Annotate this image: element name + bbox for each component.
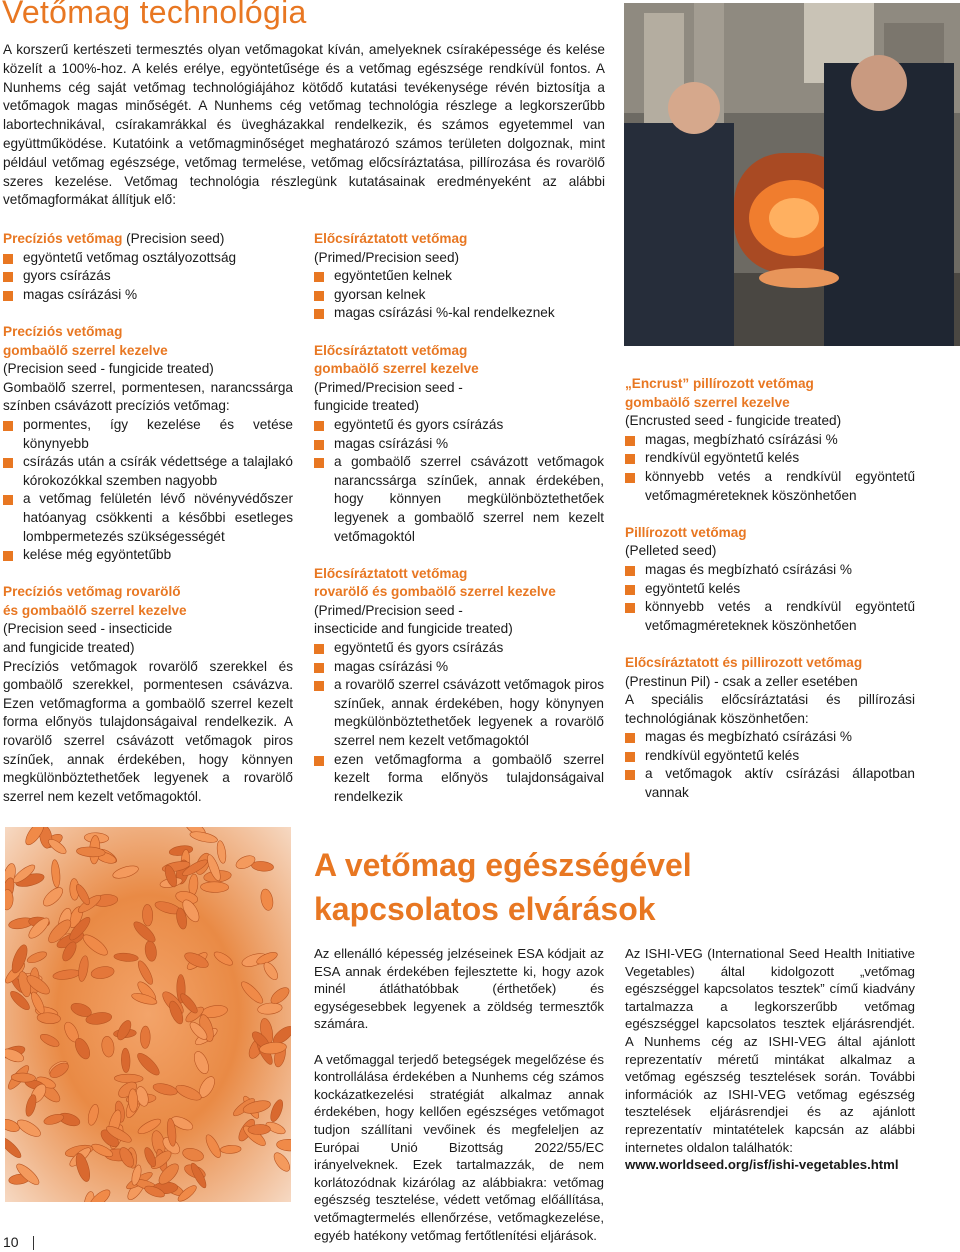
seed-shape: [239, 979, 266, 1006]
seed-shape: [191, 1049, 211, 1075]
list-item: magas csírázási %: [3, 286, 293, 305]
list-item: egyöntetűen kelnek: [314, 267, 604, 286]
article-paragraph: Az ellenálló képesség jelzéseinek ESA kódjait az ESA annak érdekében fejlesztette ki, hogy azok minél átláthatóbbak (érthetőek) és egységesebbek legyenek a zöldség termesztők számára.: [314, 946, 604, 1032]
seed-shape: [43, 1112, 65, 1126]
seed-shape: [152, 1081, 178, 1097]
article-column-2: [625, 945, 915, 1174]
seed-shape: [136, 959, 156, 986]
section-primed-fungicide: [314, 342, 604, 547]
seed-shape: [90, 965, 115, 980]
section-primed-insecticide: [314, 565, 604, 807]
section-heading: és gombaölő szerrel kezelve: [3, 602, 187, 618]
section-subtitle: insecticide and fungicide treated): [314, 621, 513, 637]
section-subtitle: (Precision seed - fungicide treated): [3, 361, 214, 377]
page-number-divider: [33, 1236, 34, 1250]
column-2: [314, 230, 604, 825]
list-item: rendkívül egyöntetű kelés: [625, 747, 915, 766]
column-3: [625, 375, 915, 821]
section-pelleted: [625, 524, 915, 636]
bullet-list: [625, 728, 915, 802]
seed-shape: [114, 1074, 143, 1083]
list-item: magas csírázási %-kal rendelkeznek: [314, 304, 604, 323]
section-subtitle: (Prestinun Pil) - csak a zeller esetében: [625, 673, 858, 689]
seed-shape: [203, 1133, 223, 1160]
list-item: a vetőmagok aktív csírázási állapotban vannak: [625, 765, 915, 802]
list-item: egyöntetű kelés: [625, 580, 915, 599]
section-subtitle: (Primed/Precision seed): [314, 249, 460, 265]
list-item: könnyebb vetés a rendkívül egyöntetű vetőmagméreteknek köszönhetően: [625, 598, 915, 635]
list-item: magas csírázási %: [314, 658, 604, 677]
seed-shape: [220, 1145, 241, 1154]
section-heading: Előcsíráztatott és pillirozott vetőmag: [625, 654, 863, 670]
section-heading: „Encrust” pillírozott vetőmag: [625, 376, 814, 391]
section-subtitle: (Encrusted seed - fungicide treated): [625, 413, 842, 429]
section-heading-text: Precíziós vetőmag: [3, 231, 123, 246]
list-item: ezen vetőmagforma a gombaölő szerrel kezelt forma előnyös tulajdonságaival rendelkezik: [314, 751, 604, 807]
seed-shape: [121, 1048, 130, 1073]
seed-shape: [111, 863, 139, 880]
list-item: magas és megbízható csírázási %: [625, 728, 915, 747]
seed-shape: [77, 955, 90, 982]
seed-shape: [135, 1050, 163, 1078]
section-precision-seed: [3, 230, 293, 304]
list-item: pormentes, így kezelése és vetése könynyebb: [3, 416, 293, 453]
bullet-list: [625, 431, 915, 505]
page-title: Vetőmag technológia: [2, 0, 307, 30]
seed-shape: [174, 1082, 203, 1103]
article-title-line: kapcsolatos elvárások: [314, 891, 656, 927]
seed-shape: [259, 888, 275, 911]
section-text: A speciális előcsíráztatási és pillírozási technológiának köszönhetően:: [625, 692, 915, 726]
list-item: a gombaölő szerrel csávázott vetőmagok narancssárga színűek, annak érdekében, hogy könnyen megkülönböztethetőek legyenek a gombaölő szerrel nem kezelt vetőmagoktól: [314, 453, 604, 546]
seed-shape: [181, 1146, 205, 1163]
seed-shape: [268, 1098, 285, 1123]
seed-shape: [101, 1036, 116, 1058]
section-heading: gombaölő szerrel kezelve: [314, 361, 479, 377]
lab-illustration: [624, 3, 960, 346]
bullet-list: [314, 639, 604, 806]
section-subtitle: fungicide treated): [314, 398, 420, 414]
list-item: a vetőmag felületén lévő növényvédőszer hatóanyag csökkenti a későbbi esetleges lombpermetezés szükségességét: [3, 490, 293, 546]
list-item: kelése még egyöntetűbb: [3, 546, 293, 565]
section-heading: Precíziós vetőmag rovarölő: [3, 584, 181, 600]
seed-shape: [5, 1117, 21, 1134]
seed-shape: [52, 968, 80, 981]
intro-text: A korszerű kertészeti termesztés olyan vetőmagokat kíván, amelyeknek csíraképessége és kelése közelít a 100%-hoz. A kelés erélye, egyöntetűsége és a vetőmag egészsége rendkívül fontos. A Nunhems cég saját vetőmag technológiájához kötődő kutatási tevékenysége révén biztosítja a vetőmagok magas minőségét. A Nunhems cég vetőmag technológia részlege a legkorszerűbb labortechnikával, csírakamrákkal és üvegházakkal rendelkezik, és számos egyetemmel van együttműködése. Kutatóink a vetőmagminőséget meghatározó számos területen dolgoznak, mint például vetőmag egészsége, vetőmag termelése, vetőmag előcsíráztatása, pillírozása és rovarölő szeres kezelése. Vetőmag technológia részlegünk kutatásainak eredményeként az alábbi vetőmagformákat állítjuk elő:: [3, 42, 605, 208]
column-1: [3, 230, 293, 825]
article-title: [314, 843, 734, 931]
seed-shape: [5, 1135, 24, 1160]
list-item: magas, megbízható csírázási %: [625, 431, 915, 450]
section-subtitle: (Primed/Precision seed -: [314, 379, 463, 395]
section-heading: rovarölő és gombaölő szerrel kezelve: [314, 584, 556, 600]
section-primed-seed: [314, 230, 604, 323]
seed-shape: [40, 884, 65, 909]
section-subtitle: (Pelleted seed): [625, 543, 717, 559]
seed-shape: [212, 949, 234, 967]
seed-shape: [80, 931, 110, 958]
section-encrust: [625, 375, 915, 505]
lab-photo: [624, 3, 960, 346]
section-text: Precíziós vetőmagok rovarölő szerekkel és gombaölő szerekkel, pormentesen csávázva. Ezen vetőmagforma a gombaölő szerrel kezelt forma előnyös tulajdonságaival rendelkezik. A rovarölő szerrel csávázott vetőmagok piros színűek, annak érdekében, hogy könnyen megkülönböztethetőek legyenek a rovarölő szerrel nem kezelt vetőmagoktól.: [3, 658, 293, 804]
section-heading-suffix: (Precision seed): [122, 231, 225, 246]
section-precision-fungicide: [3, 323, 293, 565]
list-item: magas csírázási %: [314, 435, 604, 454]
bullet-list: [625, 561, 915, 635]
section-heading: Előcsíráztatott vetőmag: [314, 342, 468, 358]
list-item: a rovarölő szerrel csávázott vetőmagok piros színűek, annak érdekében, hogy könynyen megkülönböztethetőek legyenek a rovarölő szerrel nem kezelt vetőmagoktól: [314, 676, 604, 750]
list-item: egyöntetű és gyors csírázás: [314, 639, 604, 658]
section-text: Gombaölő szerrel, pormentesen, narancssárga színben csávázott precíziós vetőmag:: [3, 379, 293, 414]
bullet-list: [314, 267, 604, 323]
list-item: csírázás után a csírák védettsége a talajlakó kórokozókkal szemben nagyobb: [3, 453, 293, 490]
section-subtitle: (Precision seed - insecticide: [3, 621, 173, 637]
section-heading: Előcsíráztatott vetőmag: [314, 231, 468, 246]
seed-shape: [39, 1032, 61, 1049]
seeds-photo: [5, 827, 291, 1202]
seed-shape: [144, 940, 158, 962]
seed-shape: [9, 943, 30, 975]
list-item: egyöntetű vetőmag osztályozottság: [3, 249, 293, 268]
seed-shape: [114, 952, 139, 962]
list-item: gyorsan kelnek: [314, 286, 604, 305]
seed-shape: [24, 1094, 38, 1118]
seed-shape: [142, 904, 153, 926]
list-item: egyöntetű és gyors csírázás: [314, 416, 604, 435]
section-heading: [3, 230, 293, 249]
article-paragraph: A vetőmaggal terjedő betegségek megelőzése és kontrollálása érdekében a Nunhems cég számos kockázatkezelési stratégiát alkalmaz annak érdekében, hogy kellően egészséges vetőmagot tudjon szállítani vevőinek és megfeleljen az Európai Unió Bizottság 2022/55/EC irányelveknek. Ezek tartalmazzák, de nem korlátozódnak kizárólag az alábbiakra: vetőmag egészség tesztelése, védett vetőmag előállítása, vetőmagtermelés ellenőrzése, vetőmagkezelése, egyéb hatékony vetőmag fertőtlenítési eljárások.: [314, 1051, 604, 1243]
article-title-line: A vetőmag egészségével: [314, 847, 692, 883]
section-heading: Precíziós vetőmag: [3, 323, 123, 339]
seeds-illustration: [5, 827, 291, 1202]
list-item: könnyebb vetés a rendkívül egyöntetű vetőmagméreteknek köszönhetően: [625, 468, 915, 505]
seed-shape: [200, 882, 228, 893]
article-paragraph: Az ISHI-VEG (International Seed Health Initiative Vegetables) által kidolgozott „vetőmag egészséggel kapcsolatos tesztek” című kiadvány tartalmazza a legkorszerűbb vetőmag egészséggel kapcsolatos tesztek eljárásrendjét. A Nunhems cég az ISHI-VEG által ajánlott reprezentatív méretű mintákat alkalmaz a vetőmag egészség tesztelések során. További információk az ISHI-VEG vetőmag egészség tesztelések eljárásrendjei és az ajánlott reprezentatív mintatételek kapcsán az alábbi internetes oldalon találhatók:: [625, 946, 915, 1155]
section-subtitle: (Primed/Precision seed -: [314, 602, 463, 618]
seed-shape: [73, 1152, 92, 1183]
section-primed-pelleted: [625, 654, 915, 803]
section-heading: Előcsíráztatott vetőmag: [314, 565, 468, 581]
seed-shape: [86, 1103, 100, 1126]
section-heading: gombaölő szerrel kezelve: [3, 342, 168, 358]
bullet-list: [314, 416, 604, 546]
bullet-list: [3, 249, 293, 305]
page-number: 10: [3, 1234, 19, 1250]
seed-shape: [216, 840, 227, 864]
seed-shape: [271, 1150, 291, 1174]
seed-shape: [169, 844, 194, 857]
list-item: rendkívül egyöntetű kelés: [625, 449, 915, 468]
section-heading: gombaölő szerrel kezelve: [625, 394, 790, 410]
section-precision-insecticide: [3, 583, 293, 806]
seed-shape: [140, 1026, 150, 1049]
article-column-1: [314, 945, 604, 1252]
bullet-list: [3, 416, 293, 565]
list-item: gyors csírázás: [3, 267, 293, 286]
seed-shape: [257, 1002, 283, 1016]
seed-shape: [76, 846, 105, 858]
seed-shape: [51, 859, 61, 888]
seed-shape: [276, 1139, 291, 1152]
seed-shape: [26, 950, 48, 965]
article-link[interactable]: www.worldseed.org/isf/ishi-vegetables.html: [625, 1157, 899, 1173]
section-subtitle: and fungicide treated): [3, 640, 135, 656]
list-item: magas és megbízható csírázási %: [625, 561, 915, 580]
section-heading: Pillírozott vetőmag: [625, 524, 747, 540]
